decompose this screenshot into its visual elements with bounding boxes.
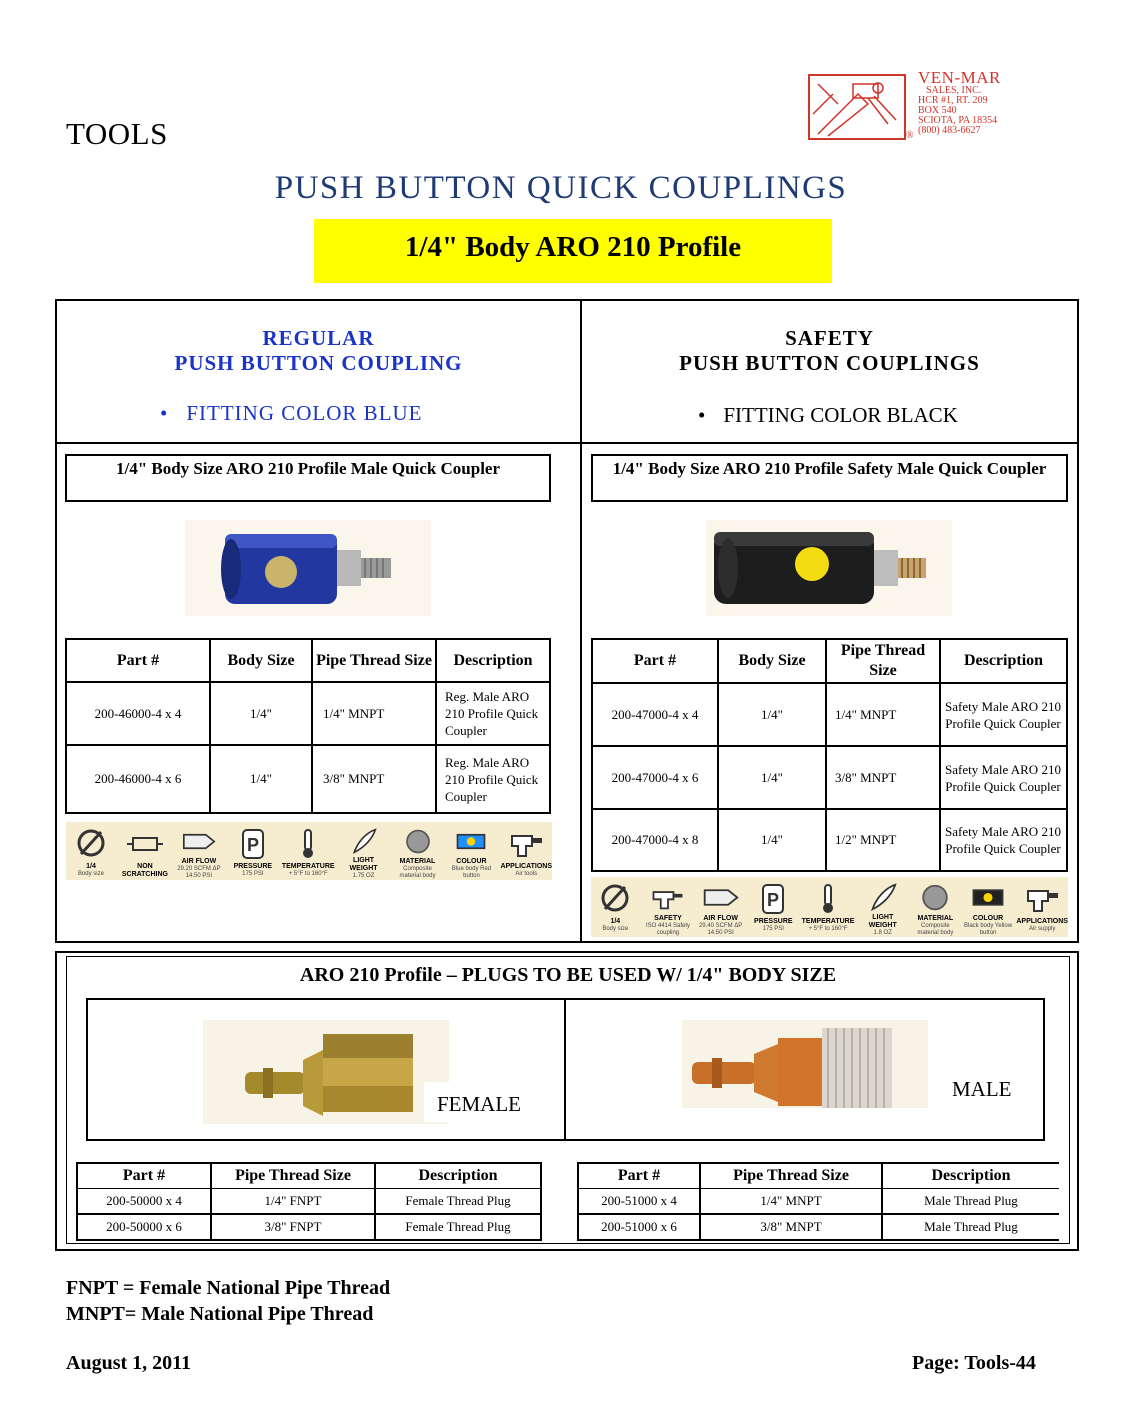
regular-title-1: REGULAR xyxy=(262,326,375,350)
regular-header-body: Body Size xyxy=(210,639,312,682)
description: Male Thread Plug xyxy=(924,1193,1018,1208)
table-row xyxy=(578,1214,1059,1240)
part-number: 200-51000 x 4 xyxy=(578,1189,700,1215)
logo-address-2: BOX 540 xyxy=(918,105,957,116)
logo-phone: (800) 483-6627 xyxy=(918,125,981,136)
feather-icon: LIGHT WEIGHT 1.8 OZ xyxy=(858,877,907,937)
thread-size: 1/2" MNPT xyxy=(826,809,940,871)
regular-title-2: PUSH BUTTON COUPLING xyxy=(174,351,463,375)
male-plug-image xyxy=(682,1020,928,1108)
description: Safety Male ARO 210 Profile Quick Coupler xyxy=(940,683,1067,746)
safety-icon: SAFETY ISO 4414 Safety coupling xyxy=(644,877,693,937)
thread-size: 3/8" MNPT xyxy=(312,745,436,813)
safety-header-body: Body Size xyxy=(718,639,826,683)
female-plug-table xyxy=(76,1162,542,1241)
regular-header-thread: Pipe Thread Size xyxy=(312,639,436,682)
registered-mark: ® xyxy=(906,130,914,141)
part-number: 200-51000 x 6 xyxy=(578,1214,700,1240)
thread-size: 1/4" FNPT xyxy=(211,1189,375,1215)
table-row xyxy=(77,1214,541,1240)
table-row xyxy=(578,1189,1059,1215)
safety-header-thread: Pipe Thread Size xyxy=(826,639,940,683)
body-size: 1/4" xyxy=(210,682,312,745)
header-divider xyxy=(55,442,1079,444)
description: Male Thread Plug xyxy=(924,1219,1018,1234)
safety-header-desc: Description xyxy=(940,639,1067,683)
safety-header-part: Part # xyxy=(592,639,718,683)
regular-header-part: Part # xyxy=(66,639,210,682)
logo-address-1: HCR #1, RT. 209 xyxy=(918,95,988,106)
regular-bullet: • FITTING COLOR BLUE xyxy=(160,401,423,425)
safety-title-2: PUSH BUTTON COUPLINGS xyxy=(679,351,980,375)
male-header-thread: Pipe Thread Size xyxy=(700,1163,882,1189)
footer-date: August 1, 2011 xyxy=(66,1352,192,1374)
part-number: 200-46000-4 x 6 xyxy=(66,745,210,813)
plug-images-divider xyxy=(564,998,566,1141)
pressure-icon: P PRESSURE 175 PSI xyxy=(749,877,798,937)
safety-parts-table xyxy=(591,638,1068,872)
female-plug-image xyxy=(203,1020,449,1124)
safety-bullet: • FITTING COLOR BLACK xyxy=(698,403,958,427)
part-number: 200-47000-4 x 8 xyxy=(592,809,718,871)
pressure-icon: P PRESSURE 175 PSI xyxy=(228,822,278,880)
description: Safety Male ARO 210 Profile Quick Coupler xyxy=(940,746,1067,809)
safety-title-1: SAFETY xyxy=(785,326,874,350)
part-number: 200-47000-4 x 4 xyxy=(592,683,718,746)
description: Female Thread Plug xyxy=(405,1219,511,1234)
material-icon: MATERIAL Composite material body xyxy=(393,822,443,880)
thread-size: 3/8" FNPT xyxy=(211,1214,375,1240)
regular-parts-table xyxy=(65,638,551,814)
description: Reg. Male ARO 210 Profile Quick Coupler xyxy=(436,745,550,813)
regular-product-title: 1/4" Body Size ARO 210 Profile Male Quick Coupler xyxy=(65,454,551,502)
thread-size: 1/4" MNPT xyxy=(826,683,940,746)
logo-address-3: SCIOTA, PA 18354 xyxy=(918,115,998,126)
male-header-part: Part # xyxy=(578,1163,700,1189)
thread-size: 3/8" MNPT xyxy=(700,1214,882,1240)
colour-icon: COLOUR Blue body Red button xyxy=(446,822,496,880)
description: Reg. Male ARO 210 Profile Quick Coupler xyxy=(436,682,550,745)
part-number: 200-47000-4 x 6 xyxy=(592,746,718,809)
subheadline-banner: 1/4" Body ARO 210 Profile xyxy=(314,219,832,283)
section-title: TOOLS xyxy=(66,116,168,151)
safety-heading xyxy=(582,326,1077,376)
column-divider xyxy=(580,299,582,943)
female-header-part: Part # xyxy=(77,1163,211,1189)
body-size-icon: 1/4 Body size xyxy=(66,822,116,880)
part-number: 200-50000 x 6 xyxy=(77,1214,211,1240)
svg-text:P: P xyxy=(246,835,259,855)
air-flow-icon: AIR FLOW 29.40 SCFM ΔP 14.50 PSI xyxy=(696,877,745,937)
body-size: 1/4" xyxy=(718,746,826,809)
logo-name: VEN-MAR xyxy=(918,68,1001,87)
description: Female Thread Plug xyxy=(405,1193,511,1208)
applications-icon: APPLICATIONS Air supply xyxy=(1016,877,1068,937)
body-size-icon: 1/4 Body size xyxy=(591,877,640,937)
table-row xyxy=(77,1189,541,1215)
colour-icon: COLOUR Black body Yellow button xyxy=(964,877,1013,937)
footnote-fnpt: FNPT = Female National Pipe Thread xyxy=(66,1277,391,1299)
footnote-mnpt: MNPT= Male National Pipe Thread xyxy=(66,1303,374,1325)
footer-page: Page: Tools-44 xyxy=(912,1352,1036,1374)
table-row xyxy=(66,745,550,813)
feather-icon: LIGHT WEIGHT 1.75 OZ xyxy=(339,822,389,880)
part-number: 200-50000 x 4 xyxy=(77,1189,211,1215)
table-row xyxy=(592,746,1067,809)
material-icon: MATERIAL Composite material body xyxy=(911,877,960,937)
non-scratching-icon: NON SCRATCHING xyxy=(120,822,170,880)
footnotes xyxy=(66,1275,390,1327)
air-flow-icon: AIR FLOW 29.20 SCFM ΔP 14.50 PSI xyxy=(174,822,224,880)
temperature-icon: TEMPERATURE + 5°F to 160°F xyxy=(282,822,335,880)
regular-bullet-text: FITTING COLOR BLUE xyxy=(186,401,423,425)
applications-icon: APPLICATIONS Air tools xyxy=(500,822,552,880)
logo-mark-icon xyxy=(808,74,906,140)
body-size: 1/4" xyxy=(718,809,826,871)
svg-text:P: P xyxy=(767,890,780,910)
table-row xyxy=(66,682,550,745)
regular-heading xyxy=(57,326,580,376)
blue-coupler-image xyxy=(185,520,431,616)
black-coupler-image xyxy=(706,520,952,616)
thread-size: 1/4" MNPT xyxy=(700,1189,882,1215)
body-size: 1/4" xyxy=(718,683,826,746)
male-label: MALE xyxy=(952,1077,1012,1101)
female-label: FEMALE xyxy=(437,1092,521,1116)
temperature-icon: TEMPERATURE + 5°F to 160°F xyxy=(802,877,855,937)
table-row xyxy=(592,683,1067,746)
safety-feature-icons xyxy=(591,877,1068,937)
logo-sub: SALES, INC. xyxy=(926,85,982,96)
regular-header-desc: Description xyxy=(436,639,550,682)
table-row xyxy=(592,809,1067,871)
plugs-title: ARO 210 Profile – PLUGS TO BE USED W/ 1/4" BODY SIZE xyxy=(299,964,837,986)
page-headline: PUSH BUTTON QUICK COUPLINGS xyxy=(274,170,848,206)
female-header-desc: Description xyxy=(418,1167,498,1184)
company-logo xyxy=(808,70,1038,146)
thread-size: 1/4" MNPT xyxy=(312,682,436,745)
male-header-desc: Description xyxy=(931,1167,1011,1184)
part-number: 200-46000-4 x 4 xyxy=(66,682,210,745)
safety-product-title: 1/4" Body Size ARO 210 Profile Safety Male Quick Coupler xyxy=(591,454,1068,502)
description: Safety Male ARO 210 Profile Quick Coupler xyxy=(940,809,1067,871)
female-header-thread: Pipe Thread Size xyxy=(211,1163,375,1189)
regular-feature-icons xyxy=(66,822,552,880)
male-plug-table xyxy=(577,1162,1059,1241)
safety-bullet-text: FITTING COLOR BLACK xyxy=(723,403,958,427)
thread-size: 3/8" MNPT xyxy=(826,746,940,809)
body-size: 1/4" xyxy=(210,745,312,813)
